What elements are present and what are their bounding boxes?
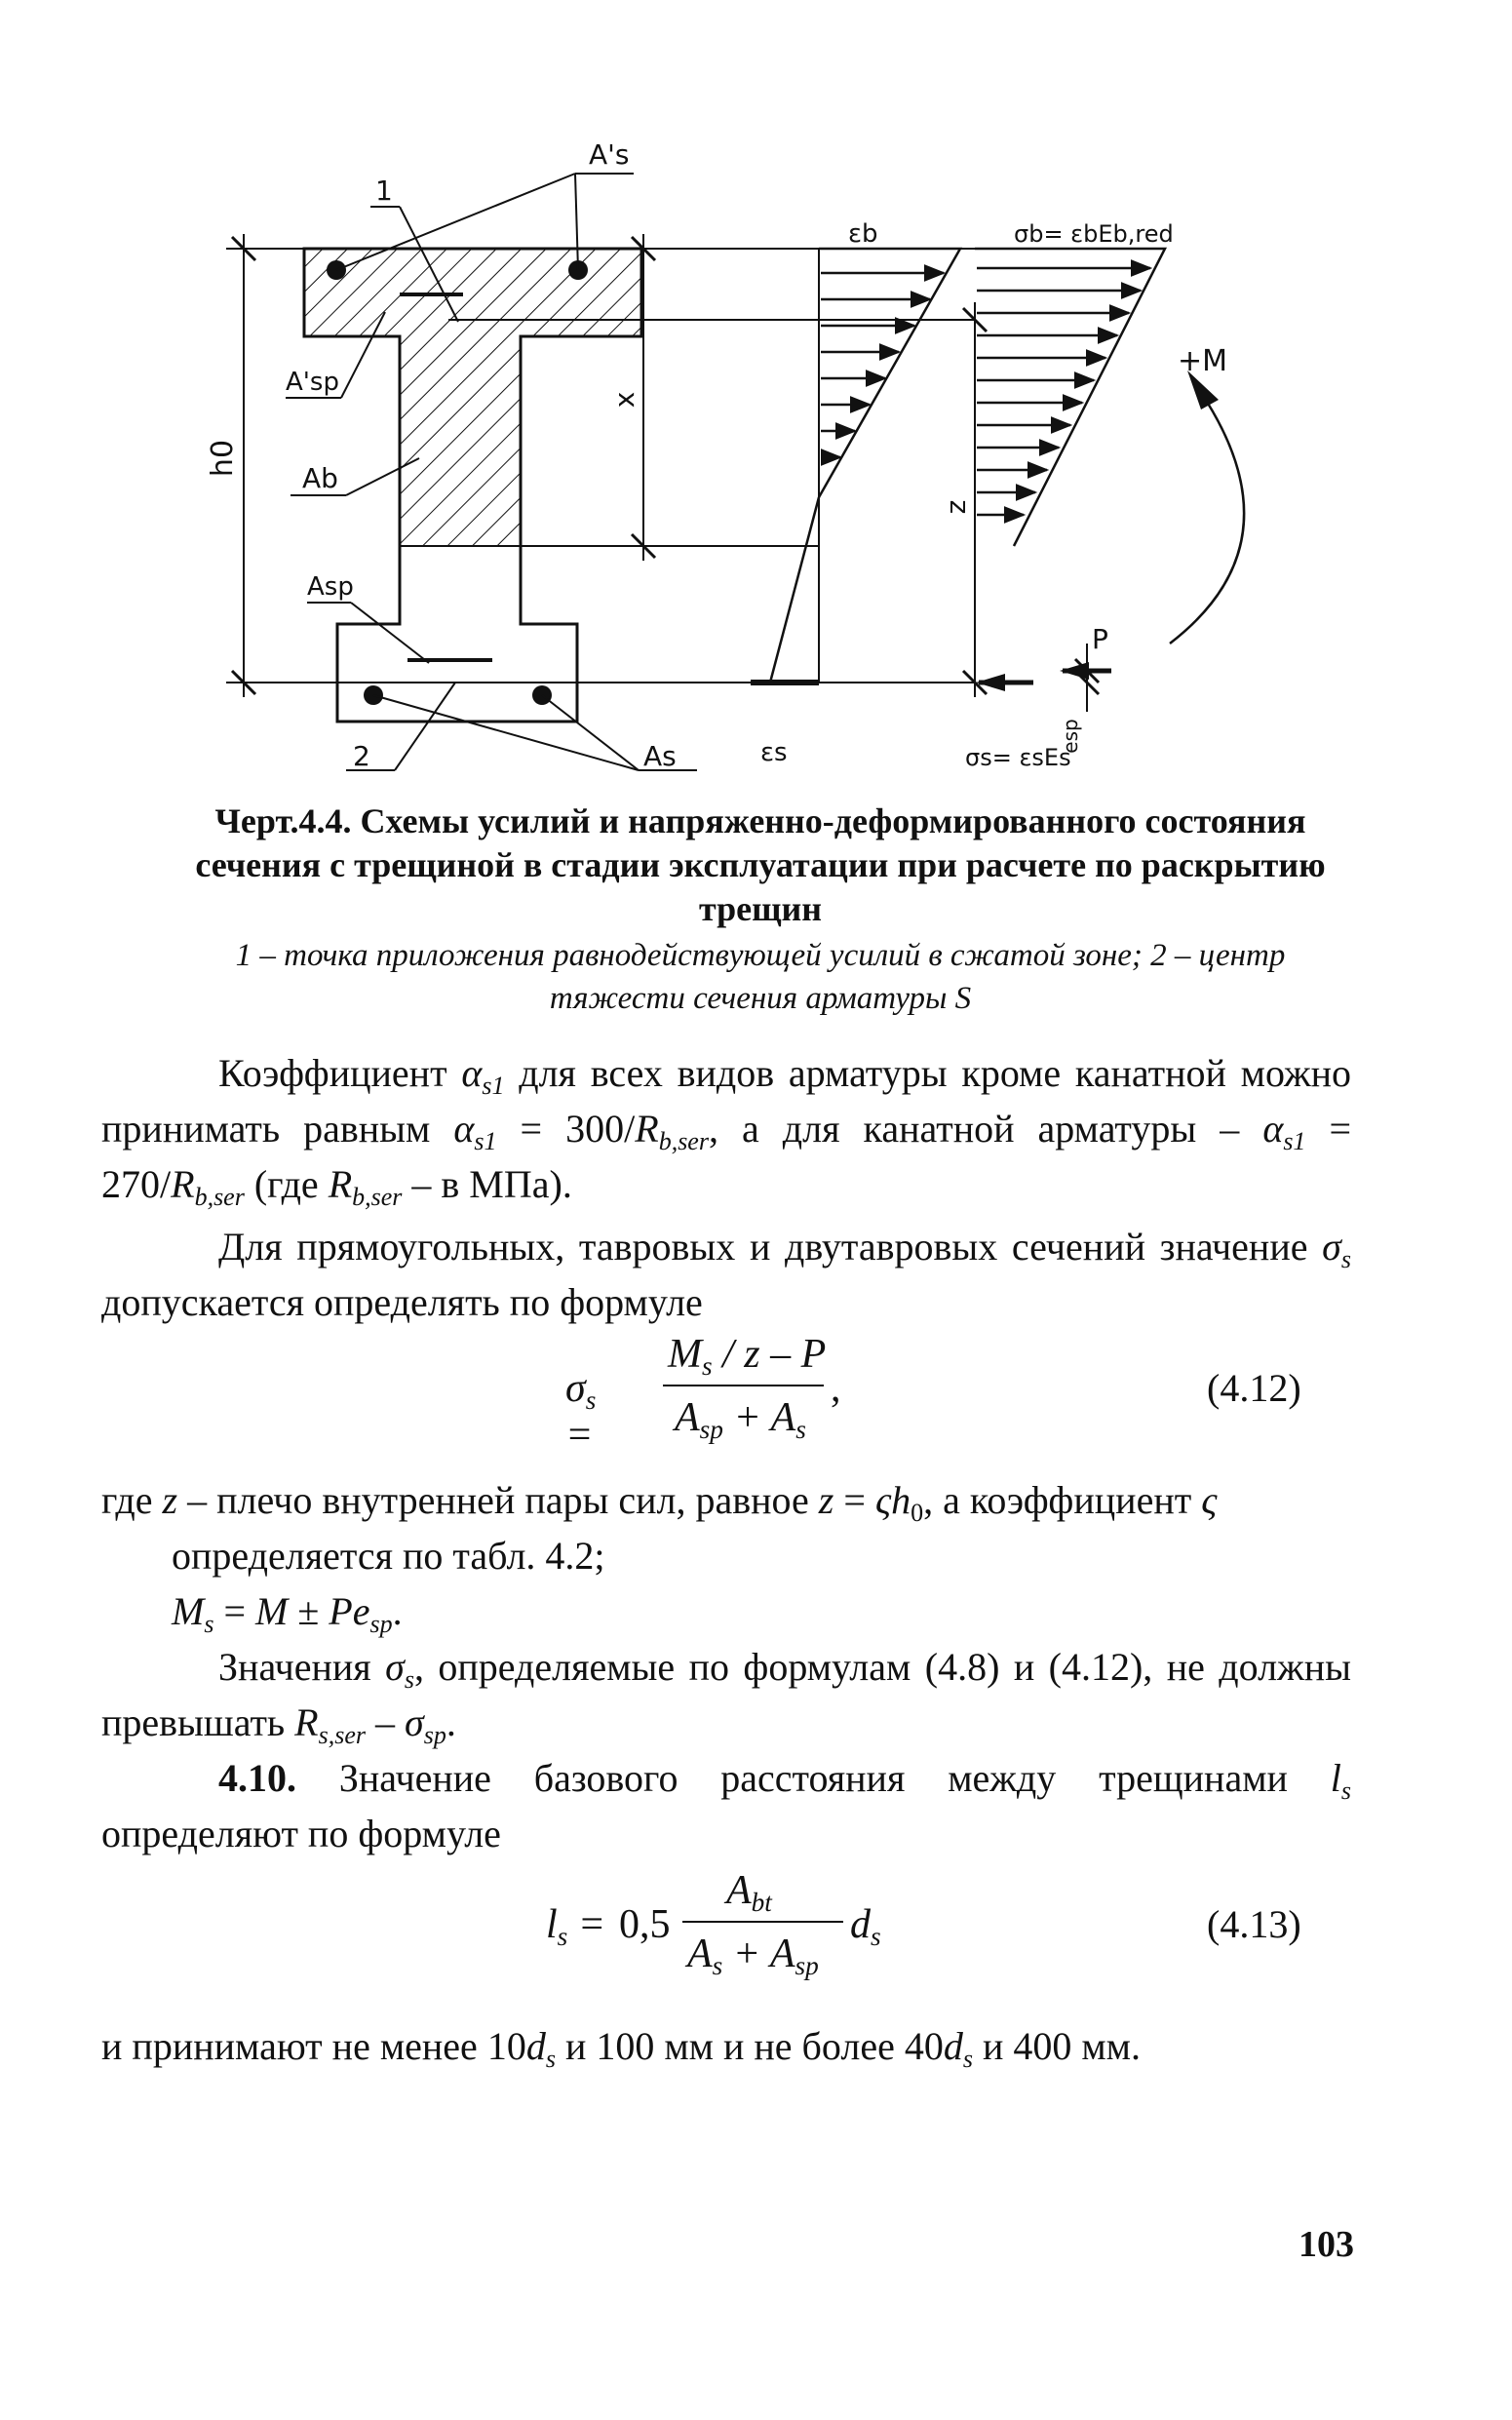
p5-text-b: и 100 мм и не более [564, 2024, 895, 2068]
label-as: As [643, 740, 677, 772]
stress-diagram [975, 249, 1165, 712]
label-z: z [940, 499, 972, 515]
where-text-a: где [101, 1478, 153, 1522]
caption-title-line-3: трещин [699, 889, 822, 928]
p5-text-c: и 400 мм. [982, 2024, 1141, 2068]
p1-text-c: , а для канатной арматуры [708, 1107, 1197, 1151]
p5-text-a: и принимают не менее [101, 2024, 478, 2068]
label-sigma-s: σs= εsEs [965, 744, 1071, 771]
p1-text-a: Коэффициент [218, 1051, 447, 1095]
p4-text-b: определяют по формуле [101, 1812, 501, 1855]
paragraph-alpha-coefficient: Коэффициент $\alpha_{s1}$ для всех видов арматуры кроме канатной можно принимать равным $\alpha_{s1} = 300/R_{b,ser}$, а для канатной арматуры – $\alpha_{s1} = 270/R_{b,ser}$ (где $R_{b,ser}$ – в МПа). [101, 1051, 1352, 1211]
moment-arrow [1170, 371, 1244, 644]
label-x: x [608, 391, 640, 409]
label-ab: Ab [302, 462, 338, 494]
section-number: 4.10. [218, 1756, 296, 1800]
label-1: 1 [375, 175, 393, 207]
p1-text-d: (где [253, 1162, 319, 1206]
p4-text-a: Значение базового расстояния между трещинами [338, 1756, 1288, 1800]
p3-text-b: , определяемые по формулам (4.8) и (4.12), не должны превышать [101, 1645, 1351, 1744]
p2-text-b: допускается определять по формуле [101, 1280, 703, 1324]
p2-text-a: Для прямоугольных, тавровых и двутавровых сечений значение [218, 1225, 1308, 1269]
p3-text-a: Значения [218, 1645, 371, 1689]
equation-number-4-12: (4.12) [1207, 1366, 1301, 1410]
equation-number-4-13: (4.13) [1207, 1902, 1301, 1946]
paragraph-min-max: и принимают не менее $10d_s$ и 100 мм и не более $40d_s$ и 400 мм. [101, 2024, 1141, 2073]
page-number: 103 [1299, 2224, 1354, 2265]
paragraph-sigma-limits: Значения $\sigma_s$, определяемые по формулам (4.8) и (4.12), не должны превышать $R_{s,ser} - \sigma_{sp}$. [101, 1645, 1351, 1749]
label-eps-b: εb [848, 219, 878, 249]
where-text-d: определяется по табл. 4.2; [172, 1534, 605, 1578]
figure-caption-legend [107, 934, 1414, 1020]
where-text-b: – плечо внутренней пары сил, равное [187, 1478, 809, 1522]
figure-caption-title [107, 800, 1414, 931]
p1-text-e: – в МПа). [411, 1162, 572, 1206]
caption-title-line-1: Черт.4.4. Схемы усилий и напряженно-деформированного состояния [214, 801, 1306, 840]
caption-legend-line-2: тяжести сечения арматуры S [549, 981, 972, 1016]
label-as-prime: A's [589, 138, 630, 171]
caption-legend-line-1: 1 – точка приложения равнодействующей усилий в сжатой зоне; 2 – центр [235, 938, 1286, 973]
paragraph-ms-equation: $M_s = M \pm Pe_{sp}$. [172, 1589, 403, 1638]
label-asp: Asp [307, 572, 354, 602]
label-2: 2 [353, 740, 370, 772]
paragraph-where-z: где z – плечо внутренней пары сил, равное $z = \varsigma h_0$, а коэффициент ς [101, 1478, 1218, 1527]
label-h0: h0 [206, 439, 240, 478]
label-eps-s: εs [760, 738, 788, 767]
paragraph-crack-spacing: 4.10. Значение базового расстояния между трещинами $l_s$ определяют по формуле [101, 1756, 1352, 1855]
where-text-c: , а коэффициент [923, 1478, 1192, 1522]
caption-title-line-2: сечения с трещиной в стадии эксплуатации при расчете по раскрытию [195, 845, 1326, 884]
label-asp-prime: A'sp [286, 368, 339, 397]
paragraph-table-ref [172, 1528, 1341, 1583]
label-plus-m: +M [1178, 344, 1228, 378]
strain-diagram [751, 249, 960, 683]
figure-stress-strain-diagram [0, 0, 1512, 790]
label-p: P [1092, 623, 1108, 655]
p1-text-b: для всех видов арматуры кроме канатной можно принимать равным [101, 1051, 1351, 1151]
label-sigma-b: σb= εbEb,red [1014, 220, 1174, 248]
paragraph-sigma-s: Для прямоугольных, тавровых и двутавровых сечений значение $\sigma_s$ допускается определять по формуле [101, 1225, 1352, 1324]
label-esp: esp [1059, 719, 1082, 754]
